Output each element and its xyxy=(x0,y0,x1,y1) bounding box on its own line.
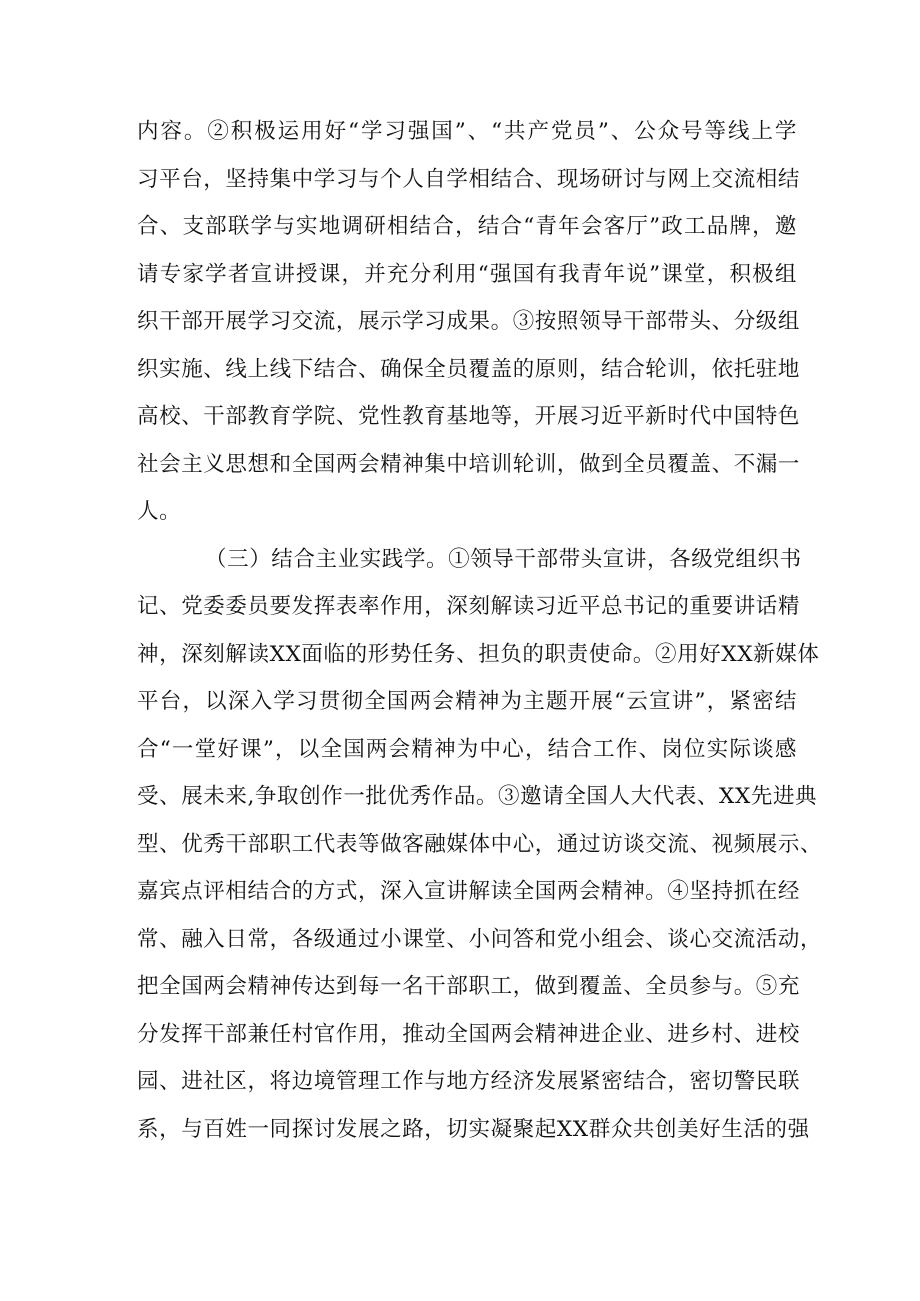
text-line-8: 社会主义思想和全国两会精神集中培训轮训，做到全员覆盖、不漏一 xyxy=(137,451,801,477)
text-line-2: 习平台，坚持集中学习与个人自学相结合、现场研讨与网上交流相结 xyxy=(137,166,801,192)
text-line-18: 常、融入日常，各级通过小课堂、小问答和党小组会、谈心交流活动， xyxy=(137,926,823,952)
text-line-17: 嘉宾点评相结合的方式，深入宣讲解读全国两会精神。④坚持抓在经 xyxy=(137,879,801,904)
text-line-15: 受、展未来,争取创作一批优秀作品。③邀请全国人大代表、XX先进典 xyxy=(137,784,818,809)
text-line-14: 合“一堂好课”，以全国两会精神为中心，结合工作、岗位实际谈感 xyxy=(137,736,797,762)
text-line-1: 内容。②积极运用好“学习强国”、“共产党员”、公众号等线上学 xyxy=(137,119,797,144)
text-line-12: 神，深刻解读XX面临的形势任务、担负的职责使命。②用好XX新媒体 xyxy=(137,641,820,667)
text-line-19: 把全国两会精神传达到每一名干部职工，做到覆盖、全员参与。⑤充 xyxy=(137,974,801,999)
text-line-6: 织实施、线上线下结合、确保全员覆盖的原则，结合轮训，依托驻地 xyxy=(137,356,801,382)
text-line-4: 请专家学者宣讲授课，并充分利用“强国有我青年说”课堂，积极组 xyxy=(137,261,797,287)
text-line-22: 系，与百姓一同探讨发展之路，切实凝聚起XX群众共创美好生活的强 xyxy=(137,1116,810,1142)
text-line-20: 分发挥干部兼任村官作用，推动全国两会精神进企业、进乡村、进校 xyxy=(137,1021,801,1047)
body-text xyxy=(137,108,823,1153)
text-line-7: 高校、干部教育学院、党性教育基地等，开展习近平新时代中国特色 xyxy=(137,404,801,429)
text-line-21: 园、进社区，将边境管理工作与地方经济发展紧密结合，密切警民联 xyxy=(137,1069,801,1094)
text-line-11: 记、党委委员要发挥表率作用，深刻解读习近平总书记的重要讲话精 xyxy=(137,594,801,619)
text-line-16: 型、优秀干部职工代表等做客融媒体中心，通过访谈交流、视频展示、 xyxy=(137,831,823,857)
text-line-5: 织干部开展学习交流，展示学习成果。③按照领导干部带头、分级组 xyxy=(137,309,801,334)
text-line-9: 人。 xyxy=(137,499,182,524)
text-line-13: 平台，以深入学习贯彻全国两会精神为主题开展“云宣讲”，紧密结 xyxy=(137,689,797,714)
text-line-3: 合、支部联学与实地调研相结合，结合“青年会客厅”政工品牌，邀 xyxy=(137,214,797,239)
section-heading-line: （三）结合主业实践学。①领导干部带头宣讲，各级党组织书 xyxy=(205,546,802,572)
